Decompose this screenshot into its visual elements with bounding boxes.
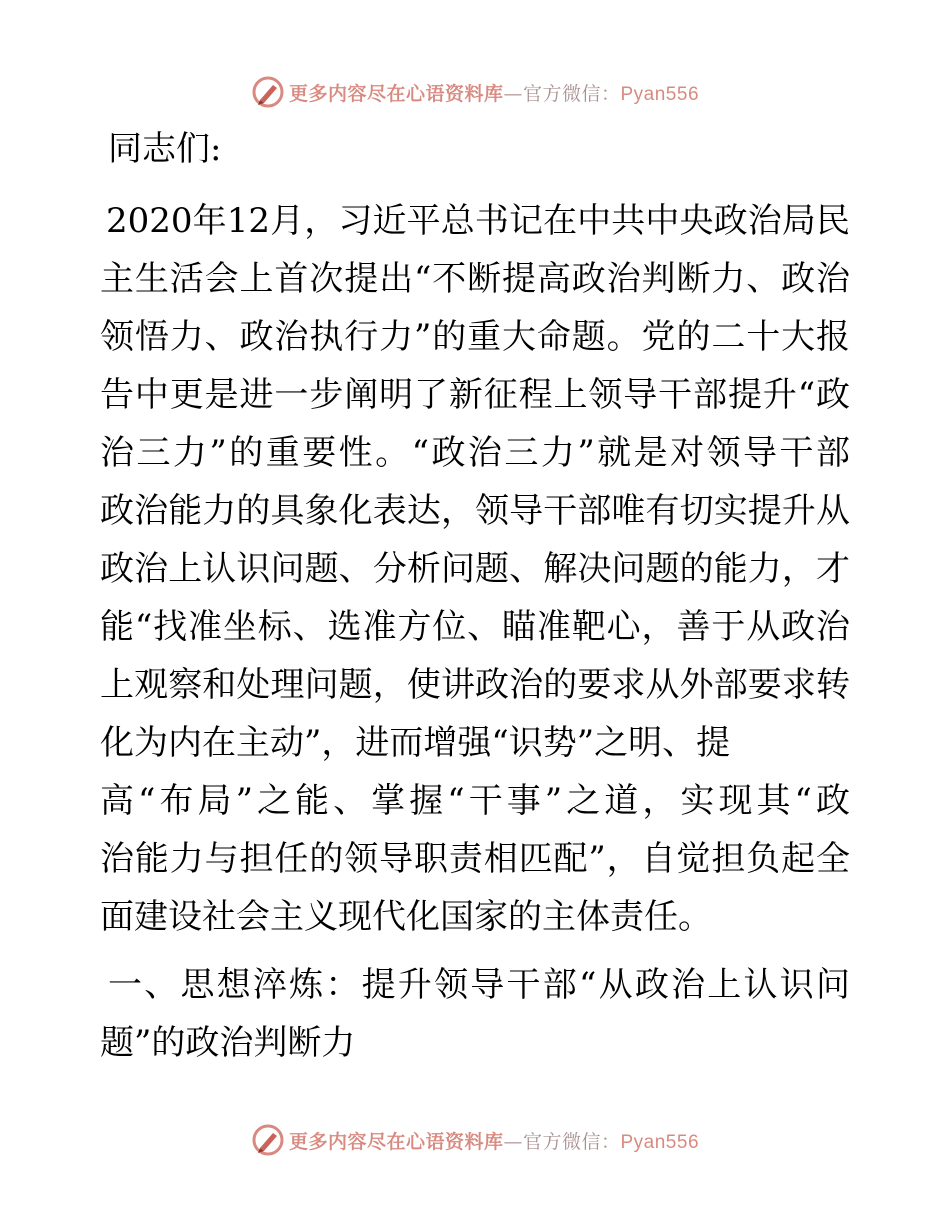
paragraph-line: 2020年12月，习近平总书记在中共中央政治局民 <box>106 201 850 241</box>
heading-line: 题”的政治判断力 <box>100 1023 356 1063</box>
paragraph-line: 治能力与担任的领导职责相匹配”，自觉担负起全 <box>100 839 850 879</box>
paragraph-line: 化为内在主动”，进而增强“识势”之明、提 <box>100 723 731 763</box>
paragraph-line: 面建设社会主义现代化国家的主体责任。 <box>100 897 712 937</box>
paragraph-line: 上观察和处理问题，使讲政治的要求从外部要求转 <box>100 665 850 705</box>
watermark-brand: 更多内容尽在心语资料库 <box>288 82 504 105</box>
pen-logo-icon <box>251 75 285 109</box>
section-heading <box>100 956 850 1072</box>
paragraph-line: 政治能力的具象化表达，领导干部唯有切实提升从 <box>100 491 850 531</box>
pen-logo-icon <box>251 1123 285 1157</box>
watermark-footer <box>0 1120 950 1160</box>
watermark-brand: 更多内容尽在心语资料库 <box>288 1130 504 1153</box>
paragraph-line: 政治上认识问题、分析问题、解决问题的能力，才 <box>100 549 850 589</box>
watermark-text <box>289 79 699 106</box>
intro-paragraph <box>100 192 850 946</box>
paragraph-line: 领悟力、政治执行力”的重大命题。党的二十大报 <box>100 317 850 357</box>
paragraph-line: 告中更是进一步阐明了新征程上领导干部提升“政 <box>100 375 850 415</box>
watermark-dash: — <box>503 1130 523 1153</box>
heading-line: 一、思想淬炼：提升领导干部“从政治上认识问 <box>108 965 850 1005</box>
watermark-wechat-id: Pyan556 <box>620 83 700 105</box>
watermark-official-label: 官方微信： <box>522 1130 621 1153</box>
watermark-text <box>289 1127 699 1154</box>
document-body <box>100 120 850 1072</box>
paragraph-line: 高“布局”之能、掌握“干事”之道，实现其“政 <box>100 781 850 821</box>
watermark-official-label: 官方微信： <box>522 82 621 105</box>
paragraph-line: 治三力”的重要性。“政治三力”就是对领导干部 <box>100 433 850 473</box>
salutation: 同志们: <box>108 129 222 169</box>
watermark-wechat-id: Pyan556 <box>620 1131 700 1153</box>
watermark-header <box>0 72 950 112</box>
paragraph-line: 主生活会上首次提出“不断提高政治判断力、政治 <box>100 259 850 299</box>
paragraph-line: 能“找准坐标、选准方位、瞄准靶心，善于从政治 <box>100 607 850 647</box>
watermark-dash: — <box>503 82 523 105</box>
